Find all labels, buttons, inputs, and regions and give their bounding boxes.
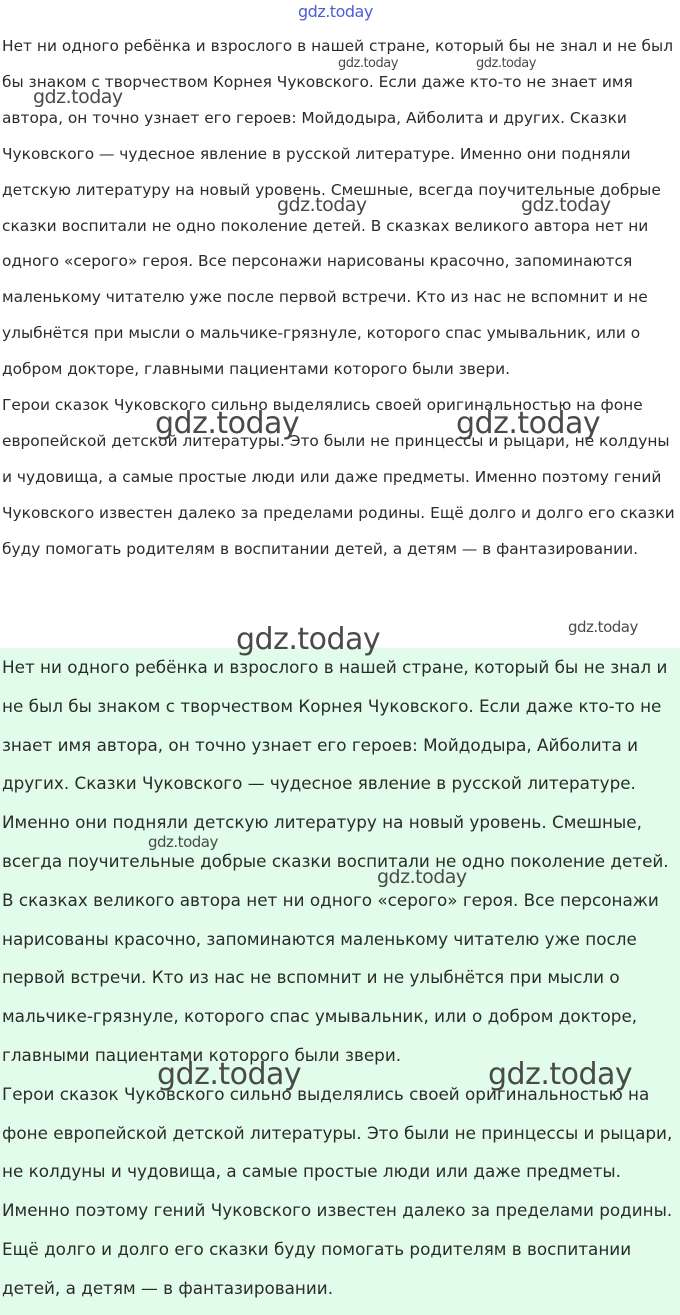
essay-paragraph-1: Нет ни одного ребёнка и взрослого в нашей стране, который бы не знал и не был бы знаком с творчеством Корнея Чуковского. Если даже кто-то не знает имя автора, он точно узнает его героев: Мойдодыра, Айболита и других. Сказки Чуковского — чудесное явление в русской литературе. Именно они подняли детскую литературу на новый уровень. Смешные, всегда поучительные добрые сказки воспитали не одно поколение детей. В сказках великого автора нет ни одного «серого» героя. Все персонажи нарисованы красочно, запоминаются маленькому читателю уже после первой встречи. Кто из нас не вспомнит и не улыбнётся при мысли о мальчике-грязнуле, которого спас умывальник, или о добром докторе, главными пациентами которого были звери. <box>2 37 674 379</box>
watermark: gdz.today <box>488 1057 633 1092</box>
watermark: gdz.today <box>521 194 611 216</box>
watermark: gdz.today <box>568 618 638 636</box>
watermark: gdz.today <box>456 406 601 441</box>
watermark: gdz.today <box>338 56 398 71</box>
watermark: gdz.today <box>277 194 367 216</box>
essay-paragraph-2: Герои сказок Чуковского сильно выделялись своей оригинальностью на фоне европейской детской литературы. Это были не принцессы и рыцари, не колдуны и чудовища, а самые простые люди или даже предметы. Именно поэтому гений Чуковского известен далеко за пределами родины. Ещё долго и долго его сказки буду помогать родителям в воспитании детей, а детям — в фантазировании. <box>2 1083 673 1298</box>
watermark: gdz.today <box>33 86 123 108</box>
watermark: gdz.today <box>377 866 467 888</box>
watermark-top: gdz.today <box>298 2 373 21</box>
watermark: gdz.today <box>236 622 381 657</box>
essay-paragraph-2: Герои сказок Чуковского сильно выделялись своей оригинальностью на фоне европейской детской литературы. Это были не принцессы и рыцари, не колдуны и чудовища, а самые простые люди или даже предметы. Именно поэтому гений Чуковского известен далеко за пределами родины. Ещё долго и долго его сказки буду помогать родителям в воспитании детей, а детям — в фантазировании. <box>2 396 675 558</box>
essay-paragraph-1: Нет ни одного ребёнка и взрослого в нашей стране, который бы не знал и не был бы знаком с творчеством Корнея Чуковского. Если даже кто-то не знает имя автора, он точно узнает его героев: Мойдодыра, Айболита и других. Сказки Чуковского — чудесное явление в русской литературе. Именно они подняли детскую литературу на новый уровень. Смешные, всегда поучительные добрые сказки воспитали не одно поколение детей. В сказках великого автора нет ни одного «серого» героя. Все персонажи нарисованы красочно, запоминаются маленькому читателю уже после первой встречи. Кто из нас не вспомнит и не улыбнётся при мысли о мальчике-грязнуле, которого спас умывальник, или о добром докторе, главными пациентами которого были звери. <box>2 657 669 1065</box>
essay-block-plain <box>0 29 680 645</box>
watermark: gdz.today <box>148 833 218 851</box>
watermark: gdz.today <box>155 406 300 441</box>
watermark: gdz.today <box>476 56 536 71</box>
essay-block-highlighted <box>0 648 680 1315</box>
watermark: gdz.today <box>157 1057 302 1092</box>
